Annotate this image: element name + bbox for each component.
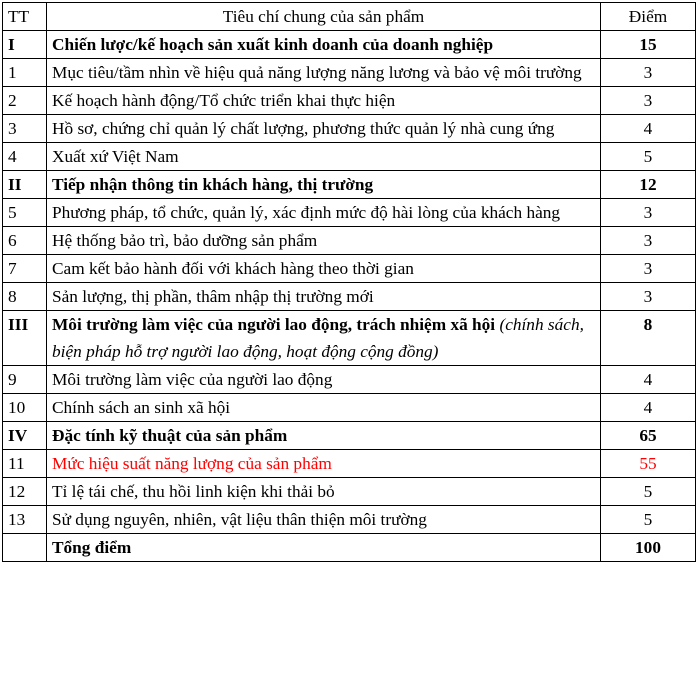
- section-row: [3, 311, 696, 366]
- item-score: 3: [601, 59, 696, 87]
- table-row: [3, 143, 696, 171]
- item-number: 11: [3, 450, 47, 478]
- section-number: IV: [3, 422, 47, 450]
- section-title: Đặc tính kỹ thuật của sản phẩm: [47, 422, 601, 450]
- table-row: [3, 478, 696, 506]
- header-tt: TT: [3, 3, 47, 31]
- section-score: 65: [601, 422, 696, 450]
- item-text: Chính sách an sinh xã hội: [47, 394, 601, 422]
- header-score: Điểm: [601, 3, 696, 31]
- item-number: 1: [3, 59, 47, 87]
- item-text: Môi trường làm việc của người lao động: [47, 366, 601, 394]
- section-row: [3, 422, 696, 450]
- item-text: Hồ sơ, chứng chỉ quản lý chất lượng, phương thức quản lý nhà cung ứng: [47, 115, 601, 143]
- section-score: 15: [601, 31, 696, 59]
- section-title: Chiến lược/kế hoạch sản xuất kinh doanh của doanh nghiệp: [47, 31, 601, 59]
- item-text: Sử dụng nguyên, nhiên, vật liệu thân thiện môi trường: [47, 506, 601, 534]
- item-score: 3: [601, 283, 696, 311]
- criteria-table: [2, 2, 696, 562]
- section-score: 8: [601, 311, 696, 366]
- item-text: Kế hoạch hành động/Tổ chức triển khai thực hiện: [47, 87, 601, 115]
- table-row: [3, 394, 696, 422]
- item-text: Phương pháp, tổ chức, quản lý, xác định mức độ hài lòng của khách hàng: [47, 199, 601, 227]
- item-text: Sản lượng, thị phần, thâm nhập thị trường mới: [47, 283, 601, 311]
- item-number: 3: [3, 115, 47, 143]
- section-title: Môi trường làm việc của người lao động, trách nhiệm xã hội: [52, 315, 496, 334]
- item-number: 12: [3, 478, 47, 506]
- item-text: Hệ thống bảo trì, bảo dưỡng sản phẩm: [47, 227, 601, 255]
- table-row: [3, 255, 696, 283]
- item-number: 4: [3, 143, 47, 171]
- item-number: 9: [3, 366, 47, 394]
- table-row: [3, 87, 696, 115]
- item-score: 3: [601, 227, 696, 255]
- section-title-cell: [47, 311, 601, 366]
- item-number: 2: [3, 87, 47, 115]
- item-text: Tỉ lệ tái chế, thu hồi linh kiện khi thải bỏ: [47, 478, 601, 506]
- table-row: [3, 199, 696, 227]
- item-text: Cam kết bảo hành đối với khách hàng theo thời gian: [47, 255, 601, 283]
- total-row: [3, 534, 696, 562]
- table-row: [3, 283, 696, 311]
- section-row: [3, 171, 696, 199]
- section-subtitle: (chính sách, biện pháp hỗ trợ người lao động, hoạt động cộng đồng): [52, 315, 584, 361]
- table-header-row: [3, 3, 696, 31]
- item-number: 6: [3, 227, 47, 255]
- item-score: 3: [601, 199, 696, 227]
- item-score: 4: [601, 394, 696, 422]
- item-text: Xuất xứ Việt Nam: [47, 143, 601, 171]
- section-number: III: [3, 311, 47, 366]
- section-row: [3, 31, 696, 59]
- item-number: 13: [3, 506, 47, 534]
- item-score: 55: [601, 450, 696, 478]
- item-score: 3: [601, 87, 696, 115]
- table-row: [3, 506, 696, 534]
- item-number: 7: [3, 255, 47, 283]
- section-number: II: [3, 171, 47, 199]
- item-number: 8: [3, 283, 47, 311]
- table-row: [3, 366, 696, 394]
- item-score: 5: [601, 478, 696, 506]
- item-number: 10: [3, 394, 47, 422]
- item-score: 4: [601, 115, 696, 143]
- total-score: 100: [601, 534, 696, 562]
- item-score: 5: [601, 143, 696, 171]
- section-number: I: [3, 31, 47, 59]
- table-row: [3, 227, 696, 255]
- table-row-highlighted: [3, 450, 696, 478]
- item-score: 5: [601, 506, 696, 534]
- item-text: Mức hiệu suất năng lượng của sản phẩm: [47, 450, 601, 478]
- header-criteria: Tiêu chí chung của sản phẩm: [47, 3, 601, 31]
- total-label: Tổng điểm: [47, 534, 601, 562]
- section-score: 12: [601, 171, 696, 199]
- item-score: 3: [601, 255, 696, 283]
- item-number: 5: [3, 199, 47, 227]
- section-title: Tiếp nhận thông tin khách hàng, thị trường: [47, 171, 601, 199]
- item-score: 4: [601, 366, 696, 394]
- item-text: Mục tiêu/tầm nhìn về hiệu quả năng lượng năng lương và bảo vệ môi trường: [47, 59, 601, 87]
- table-row: [3, 59, 696, 87]
- table-row: [3, 115, 696, 143]
- total-empty-cell: [3, 534, 47, 562]
